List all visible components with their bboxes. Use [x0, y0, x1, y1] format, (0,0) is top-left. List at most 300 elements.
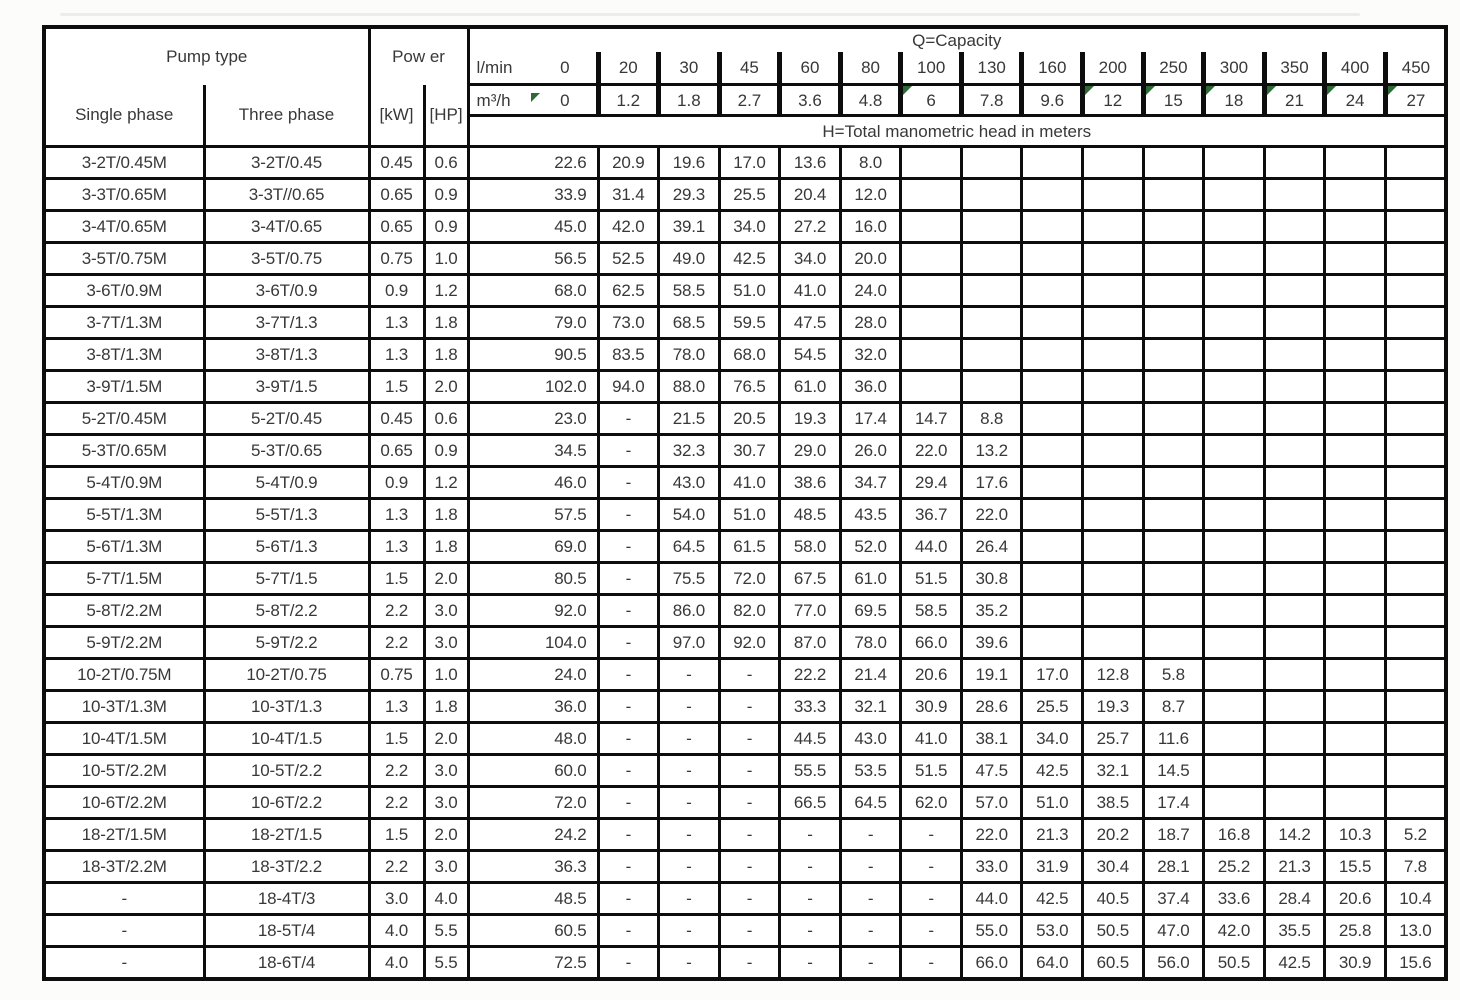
head-cell: [961, 275, 1022, 307]
head-cell: 67.5: [780, 563, 841, 595]
head-at-zero-cell: 24.2: [468, 819, 598, 851]
head-cell: -: [598, 403, 659, 435]
head-cell: 22.2: [780, 659, 841, 691]
head-cell: [1083, 595, 1144, 627]
head-cell: 34.0: [1022, 723, 1083, 755]
head-cell: 72.0: [719, 563, 780, 595]
head-cell: [1022, 403, 1083, 435]
lmin-label: l/min: [476, 58, 513, 77]
head-cell: [1385, 499, 1446, 531]
head-at-zero-cell: 22.6: [468, 147, 598, 179]
head-cell: [1083, 275, 1144, 307]
head-at-zero-cell: 104.0: [468, 627, 598, 659]
head-cell: [1204, 371, 1265, 403]
head-cell: 42.5: [1022, 755, 1083, 787]
head-cell: [1083, 243, 1144, 275]
three-phase-cell: 18-2T/1.5: [204, 819, 369, 851]
m3h-value-cell: 24: [1325, 85, 1386, 116]
head-cell: [1022, 339, 1083, 371]
three-phase-cell: 5-5T/1.3: [204, 499, 369, 531]
head-cell: 19.3: [1083, 691, 1144, 723]
head-cell: 35.2: [961, 595, 1022, 627]
m3h-value-cell: 4.8: [840, 85, 901, 116]
head-cell: [1143, 243, 1204, 275]
head-cell: 51.0: [719, 499, 780, 531]
three-phase-cell: 18-6T/4: [204, 947, 369, 980]
kw-cell: 1.5: [369, 563, 424, 595]
hp-cell: 1.8: [424, 307, 468, 339]
single-phase-cell: 18-2T/1.5M: [44, 819, 204, 851]
head-cell: -: [598, 563, 659, 595]
head-cell: [901, 307, 962, 339]
head-cell: 21.3: [1264, 851, 1325, 883]
kw-cell: 1.5: [369, 819, 424, 851]
head-cell: 44.0: [961, 883, 1022, 915]
head-cell: [1264, 499, 1325, 531]
head-cell: [1264, 211, 1325, 243]
head-cell: 28.0: [840, 307, 901, 339]
head-cell: -: [840, 947, 901, 980]
head-cell: 62.0: [901, 787, 962, 819]
head-cell: [1325, 563, 1386, 595]
head-cell: [1204, 243, 1265, 275]
head-at-zero-cell: 68.0: [468, 275, 598, 307]
three-phase-cell: 10-5T/2.2: [204, 755, 369, 787]
head-cell: 13.2: [961, 435, 1022, 467]
head-cell: -: [598, 691, 659, 723]
head-cell: [1325, 211, 1386, 243]
head-cell: [1264, 467, 1325, 499]
head-cell: [1264, 307, 1325, 339]
head-cell: 42.5: [1264, 947, 1325, 980]
head-cell: 62.5: [598, 275, 659, 307]
m3h-value-cell: 27: [1385, 85, 1446, 116]
head-cell: 36.0: [840, 371, 901, 403]
m3h-value-cell: 2.7: [719, 85, 780, 116]
single-phase-cell: 5-7T/1.5M: [44, 563, 204, 595]
kw-cell: 0.9: [369, 275, 424, 307]
head-cell: 8.0: [840, 147, 901, 179]
pump-row: [44, 467, 1446, 499]
head-at-zero-cell: 45.0: [468, 211, 598, 243]
head-cell: [1325, 339, 1386, 371]
head-cell: [1385, 179, 1446, 211]
head-cell: 25.8: [1325, 915, 1386, 947]
head-cell: 51.0: [1022, 787, 1083, 819]
head-cell: 43.5: [840, 499, 901, 531]
head-cell: 17.0: [1022, 659, 1083, 691]
head-at-zero-cell: 60.0: [468, 755, 598, 787]
head-at-zero-cell: 72.5: [468, 947, 598, 980]
head-cell: [1204, 563, 1265, 595]
pump-row: [44, 371, 1446, 403]
head-cell: -: [659, 915, 720, 947]
head-cell: [1143, 307, 1204, 339]
kw-cell: 2.2: [369, 627, 424, 659]
head-cell: 69.5: [840, 595, 901, 627]
head-cell: [901, 211, 962, 243]
three-phase-cell: 10-6T/2.2: [204, 787, 369, 819]
kw-cell: 1.3: [369, 531, 424, 563]
head-cell: 34.0: [719, 211, 780, 243]
head-cell: [1022, 467, 1083, 499]
head-at-zero-cell: 46.0: [468, 467, 598, 499]
head-cell: 20.5: [719, 403, 780, 435]
head-cell: 20.9: [598, 147, 659, 179]
kw-cell: 0.45: [369, 403, 424, 435]
head-at-zero-cell: 48.0: [468, 723, 598, 755]
single-phase-cell: 10-2T/0.75M: [44, 659, 204, 691]
head-cell: 55.0: [961, 915, 1022, 947]
head-cell: [1083, 403, 1144, 435]
head-cell: [1325, 755, 1386, 787]
head-cell: 16.8: [1204, 819, 1265, 851]
head-cell: 61.5: [719, 531, 780, 563]
pump-row: [44, 403, 1446, 435]
head-cell: -: [659, 947, 720, 980]
head-cell: 15.5: [1325, 851, 1386, 883]
head-cell: 21.3: [1022, 819, 1083, 851]
head-cell: [1022, 371, 1083, 403]
head-cell: [1264, 595, 1325, 627]
hp-cell: 2.0: [424, 563, 468, 595]
single-phase-cell: 18-3T/2.2M: [44, 851, 204, 883]
head-cell: 58.5: [659, 275, 720, 307]
head-cell: 39.6: [961, 627, 1022, 659]
m3h-value-cell: 15: [1143, 85, 1204, 116]
head-cell: 38.6: [780, 467, 841, 499]
kw-cell: 0.75: [369, 243, 424, 275]
head-cell: 10.4: [1385, 883, 1446, 915]
head-at-zero-cell: 34.5: [468, 435, 598, 467]
head-cell: -: [659, 787, 720, 819]
head-cell: 64.0: [1022, 947, 1083, 980]
kw-cell: 0.65: [369, 435, 424, 467]
head-cell: -: [598, 435, 659, 467]
head-cell: 20.6: [1325, 883, 1386, 915]
head-at-zero-cell: 57.5: [468, 499, 598, 531]
head-cell: [1325, 691, 1386, 723]
head-cell: 28.1: [1143, 851, 1204, 883]
head-cell: [1264, 371, 1325, 403]
hp-cell: 0.6: [424, 147, 468, 179]
head-at-zero-cell: 79.0: [468, 307, 598, 339]
head-cell: [961, 147, 1022, 179]
head-cell: 26.0: [840, 435, 901, 467]
kw-cell: 3.0: [369, 883, 424, 915]
head-cell: 43.0: [659, 467, 720, 499]
head-cell: [1204, 211, 1265, 243]
head-cell: 32.3: [659, 435, 720, 467]
head-cell: -: [840, 819, 901, 851]
lmin-value-cell: 30: [659, 52, 720, 85]
pump-row: [44, 915, 1446, 947]
m3h-value-cell: 12: [1083, 85, 1144, 116]
head-cell: 29.0: [780, 435, 841, 467]
pump-row: [44, 339, 1446, 371]
head-cell: 61.0: [780, 371, 841, 403]
lmin-value-cell: 100: [901, 52, 962, 85]
table-header: [44, 27, 1446, 147]
head-cell: [1143, 499, 1204, 531]
head-cell: 86.0: [659, 595, 720, 627]
single-phase-cell: 3-9T/1.5M: [44, 371, 204, 403]
head-cell: 75.5: [659, 563, 720, 595]
head-cell: 25.2: [1204, 851, 1265, 883]
head-cell: [1385, 147, 1446, 179]
hp-cell: 4.0: [424, 883, 468, 915]
head-cell: 11.6: [1143, 723, 1204, 755]
kw-cell: 1.5: [369, 723, 424, 755]
head-cell: [1022, 499, 1083, 531]
comment-marker-icon: [531, 93, 540, 102]
lmin-value-cell: 200: [1083, 52, 1144, 85]
head-cell: 22.0: [901, 435, 962, 467]
three-phase-cell: 3-5T/0.75: [204, 243, 369, 275]
single-phase-cell: 3-3T/0.65M: [44, 179, 204, 211]
hp-cell: 0.9: [424, 179, 468, 211]
head-cell: [1385, 787, 1446, 819]
pump-row: [44, 179, 1446, 211]
head-cell: 55.5: [780, 755, 841, 787]
head-cell: -: [780, 915, 841, 947]
head-cell: [1022, 307, 1083, 339]
three-phase-cell: 5-8T/2.2: [204, 595, 369, 627]
head-cell: [901, 147, 962, 179]
hp-cell: 3.0: [424, 595, 468, 627]
head-cell: [1325, 499, 1386, 531]
head-cell: [1022, 627, 1083, 659]
head-at-zero-cell: 60.5: [468, 915, 598, 947]
hp-cell: 1.2: [424, 467, 468, 499]
head-cell: -: [598, 947, 659, 980]
head-cell: 44.0: [901, 531, 962, 563]
head-cell: 22.0: [961, 499, 1022, 531]
three-phase-cell: 18-5T/4: [204, 915, 369, 947]
head-cell: 76.5: [719, 371, 780, 403]
head-cell: [1204, 499, 1265, 531]
pump-row: [44, 659, 1446, 691]
head-cell: 54.5: [780, 339, 841, 371]
lmin-unit-cell: [468, 52, 598, 85]
head-cell: 20.0: [840, 243, 901, 275]
head-cell: [1204, 467, 1265, 499]
kw-header: [kW]: [369, 85, 424, 147]
head-cell: 50.5: [1083, 915, 1144, 947]
single-phase-cell: 3-7T/1.3M: [44, 307, 204, 339]
kw-cell: 1.5: [369, 371, 424, 403]
head-cell: 31.9: [1022, 851, 1083, 883]
head-cell: [1385, 595, 1446, 627]
pump-row: [44, 211, 1446, 243]
head-cell: [1143, 179, 1204, 211]
m3h-value-cell: 1.2: [598, 85, 659, 116]
head-cell: -: [719, 883, 780, 915]
head-cell: 33.3: [780, 691, 841, 723]
hp-cell: 1.8: [424, 499, 468, 531]
head-cell: [1143, 211, 1204, 243]
single-phase-cell: 5-9T/2.2M: [44, 627, 204, 659]
three-phase-cell: 10-2T/0.75: [204, 659, 369, 691]
head-cell: 31.4: [598, 179, 659, 211]
head-cell: [1325, 627, 1386, 659]
head-cell: 28.4: [1264, 883, 1325, 915]
head-cell: [1083, 307, 1144, 339]
three-phase-cell: 3-7T/1.3: [204, 307, 369, 339]
head-cell: -: [659, 755, 720, 787]
comment-marker-icon: [1267, 86, 1276, 95]
head-cell: [961, 371, 1022, 403]
head-cell: [1385, 691, 1446, 723]
kw-cell: 0.65: [369, 179, 424, 211]
head-cell: -: [598, 787, 659, 819]
head-cell: [1204, 435, 1265, 467]
head-cell: [1264, 755, 1325, 787]
head-cell: 17.0: [719, 147, 780, 179]
head-cell: [1264, 179, 1325, 211]
hp-cell: 5.5: [424, 915, 468, 947]
head-cell: -: [598, 915, 659, 947]
head-cell: 78.0: [840, 627, 901, 659]
hp-cell: 1.8: [424, 691, 468, 723]
three-phase-cell: 3-4T/0.65: [204, 211, 369, 243]
head-cell: 39.1: [659, 211, 720, 243]
head-cell: 36.7: [901, 499, 962, 531]
head-cell: -: [840, 851, 901, 883]
head-cell: 10.3: [1325, 819, 1386, 851]
head-cell: 48.5: [780, 499, 841, 531]
head-cell: -: [840, 915, 901, 947]
head-cell: 41.0: [719, 467, 780, 499]
lmin-value-cell: 350: [1264, 52, 1325, 85]
head-cell: [1143, 467, 1204, 499]
head-cell: 27.2: [780, 211, 841, 243]
head-cell: [1325, 723, 1386, 755]
lmin-zero-value: 0: [560, 58, 570, 77]
head-cell: -: [659, 851, 720, 883]
head-cell: -: [719, 851, 780, 883]
head-cell: -: [659, 659, 720, 691]
m3h-row: [44, 85, 1446, 116]
lmin-value-cell: 130: [961, 52, 1022, 85]
head-cell: 13.6: [780, 147, 841, 179]
head-cell: [1022, 563, 1083, 595]
head-cell: [1325, 435, 1386, 467]
head-cell: [1385, 403, 1446, 435]
head-cell: [1385, 339, 1446, 371]
single-phase-cell: 10-4T/1.5M: [44, 723, 204, 755]
pump-row: [44, 275, 1446, 307]
head-cell: 58.0: [780, 531, 841, 563]
single-phase-cell: 3-2T/0.45M: [44, 147, 204, 179]
head-cell: [1264, 531, 1325, 563]
pump-row: [44, 819, 1446, 851]
three-phase-cell: 10-3T/1.3: [204, 691, 369, 723]
m3h-value-cell: 1.8: [659, 85, 720, 116]
head-cell: -: [598, 627, 659, 659]
head-cell: [1325, 275, 1386, 307]
hp-cell: 1.0: [424, 243, 468, 275]
three-phase-cell: 3-3T//0.65: [204, 179, 369, 211]
head-cell: [1083, 531, 1144, 563]
head-cell: [1143, 563, 1204, 595]
head-cell: [1204, 755, 1265, 787]
single-phase-header: Single phase: [75, 105, 174, 125]
head-at-zero-cell: 23.0: [468, 403, 598, 435]
head-cell: -: [598, 595, 659, 627]
head-cell: 58.5: [901, 595, 962, 627]
pump-row: [44, 499, 1446, 531]
head-cell: 14.7: [901, 403, 962, 435]
pump-row: [44, 787, 1446, 819]
kw-cell: 0.45: [369, 147, 424, 179]
head-cell: [1325, 659, 1386, 691]
head-cell: 94.0: [598, 371, 659, 403]
kw-cell: 0.65: [369, 211, 424, 243]
head-cell: [1083, 627, 1144, 659]
head-cell: [1264, 147, 1325, 179]
head-cell: 16.0: [840, 211, 901, 243]
hp-cell: 1.8: [424, 531, 468, 563]
head-cell: [1325, 243, 1386, 275]
capacity-header: Q=Capacity: [468, 27, 1446, 52]
head-cell: [1022, 595, 1083, 627]
head-cell: [1264, 339, 1325, 371]
hp-cell: 3.0: [424, 851, 468, 883]
head-cell: 52.5: [598, 243, 659, 275]
head-at-zero-cell: 48.5: [468, 883, 598, 915]
m3h-value-cell: 3.6: [780, 85, 841, 116]
head-cell: -: [598, 499, 659, 531]
head-cell: 20.4: [780, 179, 841, 211]
head-cell: [961, 339, 1022, 371]
head-at-zero-cell: 33.9: [468, 179, 598, 211]
head-cell: [1083, 371, 1144, 403]
pump-row: [44, 307, 1446, 339]
comment-marker-icon: [1388, 86, 1397, 95]
head-cell: 51.5: [901, 755, 962, 787]
head-cell: -: [780, 947, 841, 980]
pump-row: [44, 147, 1446, 179]
hp-cell: 5.5: [424, 947, 468, 980]
table-body: [44, 147, 1446, 980]
head-cell: [1325, 787, 1386, 819]
head-cell: 68.5: [659, 307, 720, 339]
head-cell: [1143, 595, 1204, 627]
head-cell: [1143, 403, 1204, 435]
head-cell: 12.8: [1083, 659, 1144, 691]
power-header: Pow er: [369, 27, 468, 85]
lmin-value-cell: 20: [598, 52, 659, 85]
three-phase-cell: 5-9T/2.2: [204, 627, 369, 659]
pump-row: [44, 947, 1446, 980]
kw-cell: 2.2: [369, 787, 424, 819]
head-cell: [1325, 531, 1386, 563]
head-cell: 38.5: [1083, 787, 1144, 819]
comment-marker-icon: [1206, 86, 1215, 95]
head-cell: 33.0: [961, 851, 1022, 883]
three-phase-cell: 18-3T/2.2: [204, 851, 369, 883]
head-cell: -: [719, 755, 780, 787]
head-cell: [961, 307, 1022, 339]
head-cell: 18.7: [1143, 819, 1204, 851]
head-cell: [1204, 723, 1265, 755]
head-cell: 30.7: [719, 435, 780, 467]
comment-marker-icon: [903, 86, 912, 95]
single-phase-cell: 10-5T/2.2M: [44, 755, 204, 787]
head-cell: 88.0: [659, 371, 720, 403]
head-at-zero-cell: 90.5: [468, 339, 598, 371]
